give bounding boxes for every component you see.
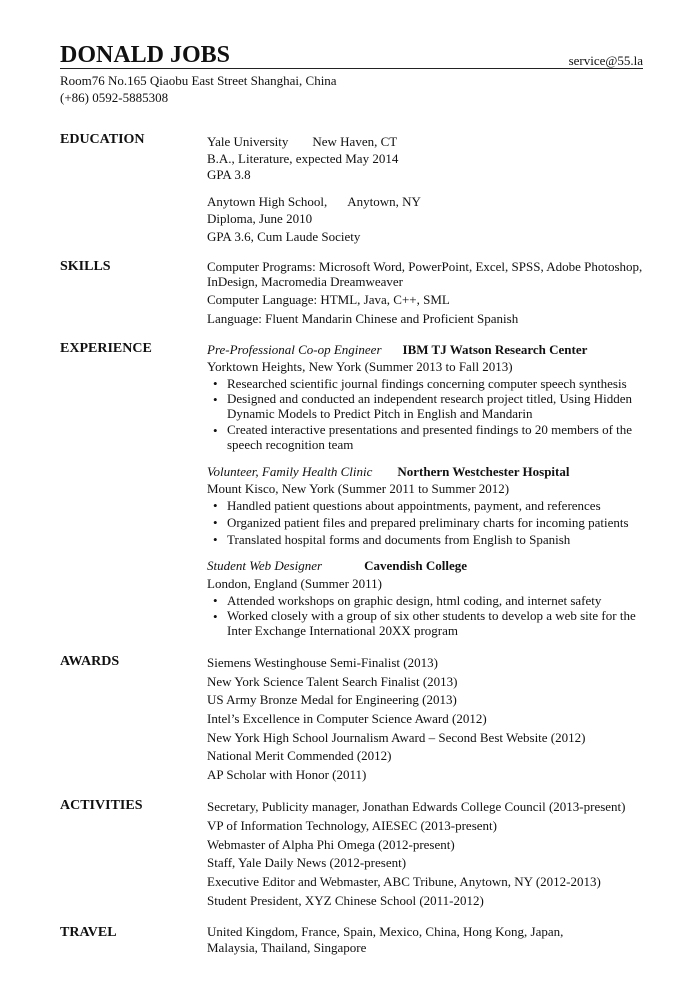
job-location: London, England (Summer 2011) [207, 576, 382, 591]
skills-computer-language: Computer Language: HTML, Java, C++, SML [207, 292, 450, 307]
job-role: Student Web Designer [207, 558, 323, 573]
skills-language: Language: Fluent Mandarin Chinese and Proficient Spanish [207, 311, 519, 326]
job-organization: Northern Westchester Hospital [397, 464, 570, 479]
activity-item: Executive Editor and Webmaster, ABC Tribune, Anytown, NY (2012-2013) [207, 874, 601, 889]
skills-programs: Computer Programs: Microsoft Word, PowerPoint, Excel, SPSS, Adobe Photoshop, InDesign, Macromedia Dreamweaver [207, 259, 643, 289]
job-heading [207, 463, 644, 480]
section-title-activities: ACTIVITIES [60, 798, 143, 813]
section-title-travel: TRAVEL [60, 925, 117, 940]
section-title-skills: SKILLS [60, 259, 111, 274]
bullet-icon: • [213, 609, 218, 624]
job-organization: Cavendish College [364, 558, 467, 573]
school-location: New Haven, CT [312, 134, 398, 149]
job-heading [207, 341, 644, 358]
job-bullet: Designed and conducted an independent research project titled, Using Hidden Dynamic Models to Predict Pitch in English and Mandarin [227, 391, 633, 421]
bullet-icon: • [213, 593, 218, 608]
job-bullet: Handled patient questions about appointments, payment, and references [227, 498, 601, 513]
school-location: Anytown, NY [347, 194, 421, 209]
job-organization: IBM TJ Watson Research Center [402, 342, 588, 357]
job-bullet: Researched scientific journal findings concerning computer speech synthesis [227, 376, 627, 391]
school-heading [207, 193, 644, 210]
bullet-icon: • [213, 498, 218, 513]
job-heading [207, 557, 644, 574]
award-item: US Army Bronze Medal for Engineering (2013) [207, 692, 457, 707]
activity-item: VP of Information Technology, AIESEC (2013-present) [207, 818, 497, 833]
activity-item: Student President, XYZ Chinese School (2011-2012) [207, 893, 484, 908]
bullet-icon: • [213, 423, 218, 438]
activity-item: Webmaster of Alpha Phi Omega (2012-present) [207, 837, 455, 852]
school-detail: B.A., Literature, expected May 2014 [207, 151, 399, 166]
school-detail: Diploma, June 2010 [207, 211, 313, 226]
job-bullet: Organized patient files and prepared preliminary charts for incoming patients [227, 515, 629, 530]
section-title-education: EDUCATION [60, 132, 145, 147]
job-role: Volunteer, Family Health Clinic [207, 464, 373, 479]
school-name: Yale University [207, 134, 289, 149]
address: Room76 No.165 Qiaobu East Street Shanghai, China [60, 73, 337, 88]
school-detail: GPA 3.8 [207, 167, 251, 182]
resume-name: DONALD JOBS [60, 42, 231, 68]
school-name: Anytown High School, [207, 194, 328, 209]
bullet-icon: • [213, 392, 218, 407]
bullet-icon: • [213, 376, 218, 391]
school-detail: GPA 3.6, Cum Laude Society [207, 229, 361, 244]
header-divider [60, 68, 643, 69]
job-bullet: Created interactive presentations and presented findings to 20 members of the speech recognition team [227, 422, 633, 452]
activity-item: Staff, Yale Daily News (2012-present) [207, 855, 407, 870]
job-bullet: Translated hospital forms and documents from English to Spanish [227, 532, 571, 547]
award-item: New York Science Talent Search Finalist (2013) [207, 674, 458, 689]
bullet-icon: • [213, 515, 218, 530]
award-item: National Merit Commended (2012) [207, 748, 392, 763]
email-address: service@55.la [568, 53, 643, 68]
job-bullet: Worked closely with a group of six other students to develop a web site for the Inter Exchange International 20XX program [227, 608, 636, 638]
phone: (+86) 0592-5885308 [60, 90, 169, 105]
award-item: Intel’s Excellence in Computer Science Award (2012) [207, 711, 487, 726]
travel-countries: United Kingdom, France, Spain, Mexico, China, Hong Kong, Japan, Malaysia, Thailand, Singapore [207, 924, 564, 955]
school-heading [207, 133, 644, 150]
section-title-experience: EXPERIENCE [60, 341, 152, 356]
job-location: Yorktown Heights, New York (Summer 2013 to Fall 2013) [207, 359, 513, 374]
job-role: Pre-Professional Co-op Engineer [207, 342, 382, 357]
activity-item: Secretary, Publicity manager, Jonathan Edwards College Council (2013-present) [207, 799, 626, 814]
job-location: Mount Kisco, New York (Summer 2011 to Summer 2012) [207, 481, 510, 496]
award-item: Siemens Westinghouse Semi-Finalist (2013) [207, 655, 438, 670]
section-title-awards: AWARDS [60, 654, 120, 669]
bullet-icon: • [213, 532, 218, 547]
job-bullet: Attended workshops on graphic design, html coding, and internet safety [227, 593, 602, 608]
award-item: AP Scholar with Honor (2011) [207, 767, 367, 782]
award-item: New York High School Journalism Award – Second Best Website (2012) [207, 730, 586, 745]
